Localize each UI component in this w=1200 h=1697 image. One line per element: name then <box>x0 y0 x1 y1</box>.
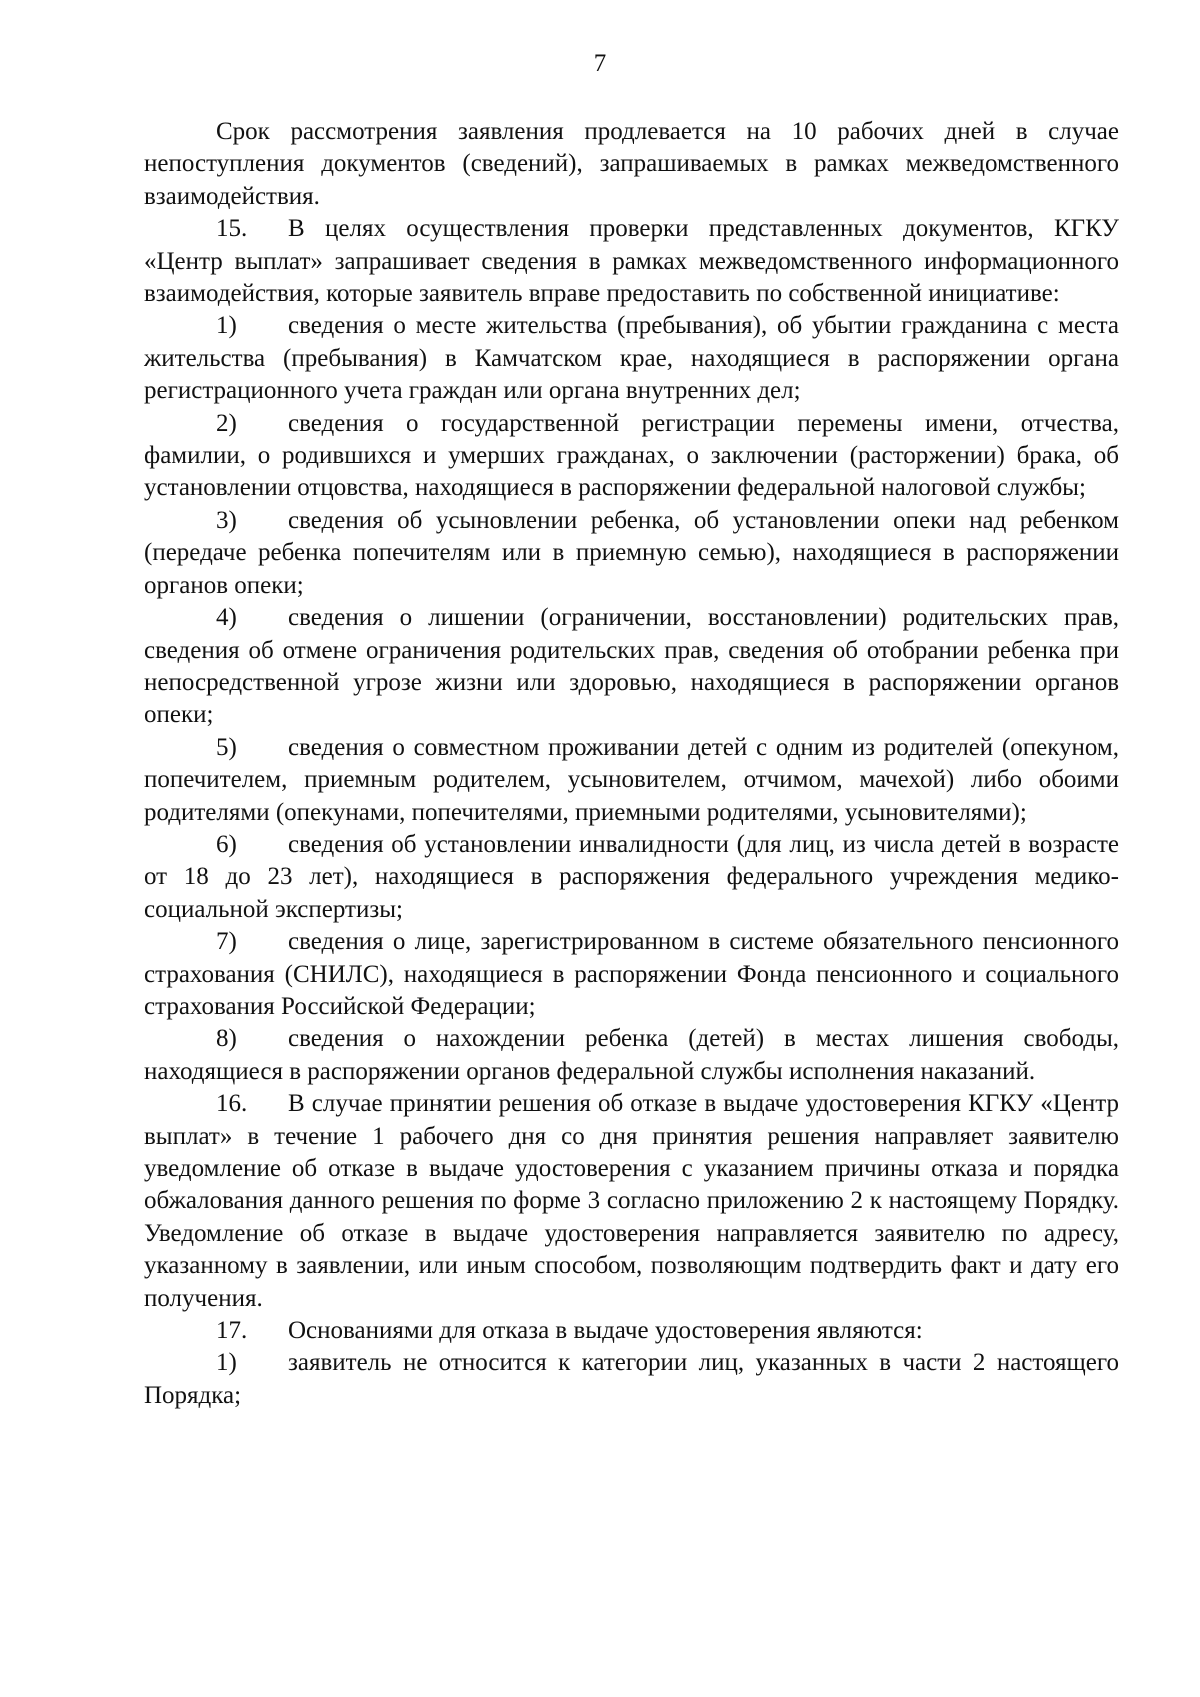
list-item-number: 6) <box>216 830 237 858</box>
list-item-disability <box>144 829 1119 926</box>
paragraph-text: В целях осуществления проверки представленных документов, КГКУ «Центр выплат» запрашивает сведения в рамках межведомственного информационного взаимодействия, которые заявитель вправе предоставить по собственной инициативе: <box>144 215 1119 308</box>
paragraph-15 <box>144 213 1119 310</box>
list-item-cohabitation <box>144 732 1119 829</box>
list-item-number: 1) <box>216 1349 237 1377</box>
list-item-residence <box>144 310 1119 407</box>
list-item-number: 5) <box>216 733 237 761</box>
list-item-number: 3) <box>216 506 237 534</box>
document-body <box>144 116 1119 1412</box>
list-item-text: сведения об установлении инвалидности (для лиц, из числа детей в возрасте от 18 до 23 лет), находящиеся в распоряжения федерального учреждения медико-социальной экспертизы; <box>144 830 1119 923</box>
list-item-text: сведения о государственной регистрации перемены имени, отчества, фамилии, о родившихся и умерших гражданах, о заключении (расторжении) брака, об установлении отцовства, находящиеся в распоряжении федеральной налоговой службы; <box>144 409 1119 502</box>
paragraph-intro <box>144 116 1119 213</box>
paragraph-text: В случае принятии решения об отказе в выдаче удостоверения КГКУ «Центр выплат» в течение 1 рабочего дня со дня принятия решения направляет заявителю уведомление об отказе в выдаче удостоверения с указанием причины отказа и порядка обжалования данного решения по форме 3 согласно приложению 2 к настоящему Порядку. Уведомление об отказе в выдаче удостоверения направляется заявителю по адресу, указанному в заявлении, или иным способом, позволяющим подтвердить факт и дату его получения. <box>144 1090 1119 1312</box>
list-item-number: 7) <box>216 928 237 956</box>
list-item-text: сведения о лишении (ограничении, восстановлении) родительских прав, сведения об отмене ограничения родительских прав, сведения об отобрании ребенка при непосредственной угрозе жизни или здоровью, находящиеся в распоряжении органов опеки; <box>144 604 1119 729</box>
paragraph-number: 17. <box>216 1317 248 1345</box>
list-item-civil-registration <box>144 408 1119 505</box>
paragraph-17 <box>144 1315 1119 1347</box>
list-item-adoption <box>144 505 1119 602</box>
page-number: 7 <box>593 50 607 77</box>
list-item-refusal-category <box>144 1347 1119 1412</box>
list-item-number: 8) <box>216 1025 237 1053</box>
list-item-text: сведения о совместном проживании детей с одним из родителей (опекуном, попечителем, приемным родителем, усыновителем, отчимом, мачехой) либо обоими родителями (опекунами, попечителями, приемными родителями, усыновителями); <box>144 733 1119 826</box>
list-item-text: сведения о месте жительства (пребывания), об убытии гражданина с места жительства (пребывания) в Камчатском крае, находящиеся в распоряжении органа регистрационного учета граждан или органа внутренних дел; <box>144 312 1119 405</box>
list-item-text: сведения об усыновлении ребенка, об установлении опеки над ребенком (передаче ребенка попечителям или в приемную семью), находящиеся в распоряжении органов опеки; <box>144 506 1119 599</box>
list-item-snils <box>144 926 1119 1023</box>
list-item-text: заявитель не относится к категории лиц, указанных в части 2 настоящего Порядка; <box>144 1349 1119 1409</box>
paragraph-16 <box>144 1088 1119 1315</box>
list-item-number: 4) <box>216 604 237 632</box>
paragraph-number: 16. <box>216 1090 248 1118</box>
paragraph-number: 15. <box>216 215 248 243</box>
list-item-number: 2) <box>216 409 237 437</box>
list-item-number: 1) <box>216 312 237 340</box>
list-item-parental-rights <box>144 602 1119 732</box>
list-item-imprisonment <box>144 1023 1119 1088</box>
list-item-text: сведения о лице, зарегистрированном в системе обязательного пенсионного страхования (СНИЛС), находящиеся в распоряжении Фонда пенсионного и социального страхования Российской Федерации; <box>144 928 1119 1020</box>
list-item-text: сведения о нахождении ребенка (детей) в местах лишения свободы, находящиеся в распоряжении органов федеральной службы исполнения наказаний. <box>144 1025 1119 1085</box>
paragraph-text: Срок рассмотрения заявления продлевается на 10 рабочих дней в случае непоступления документов (сведений), запрашиваемых в рамках межведомственного взаимодействия. <box>144 118 1119 210</box>
paragraph-text: Основаниями для отказа в выдаче удостоверения являются: <box>288 1317 923 1345</box>
